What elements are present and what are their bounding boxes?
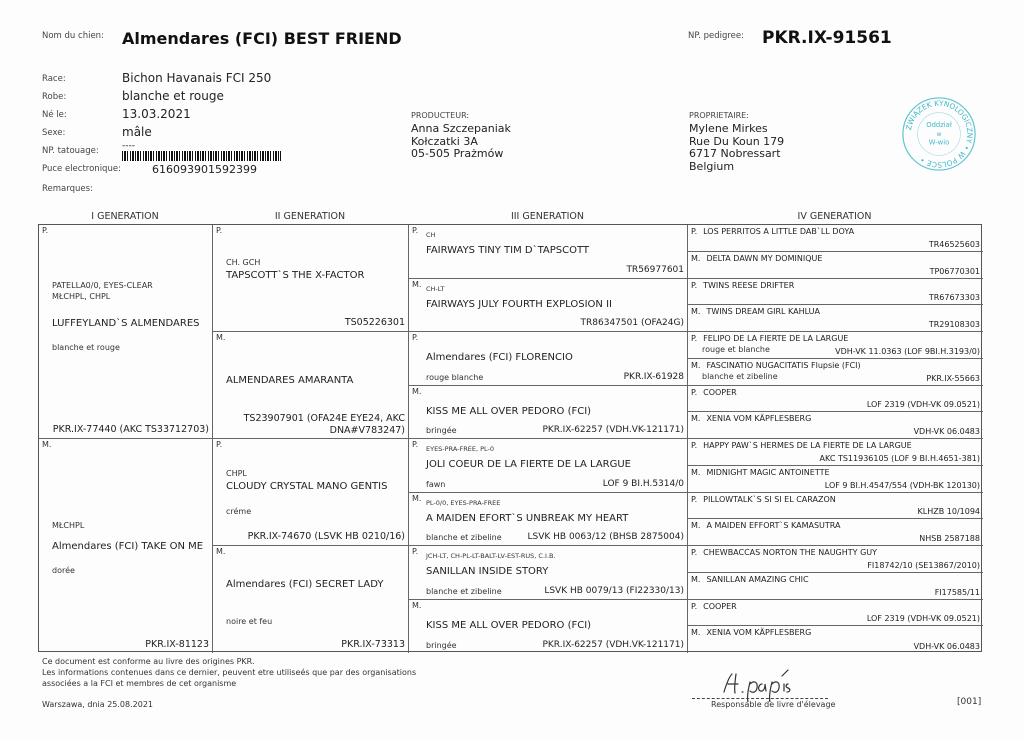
ancestor-reg: PKR.IX-81123 — [145, 639, 209, 650]
ancestor-gen4[interactable] — [688, 573, 983, 600]
owner-line: Belgium — [689, 159, 735, 173]
sex-marker: M. — [691, 360, 701, 370]
sex-marker: M. — [691, 307, 701, 317]
sex-marker: P. — [691, 280, 698, 290]
sex-marker: M. — [691, 521, 701, 531]
ancestor-reg: FI18742/10 (SE13867/2010) — [867, 560, 980, 570]
ancestor-name — [691, 521, 840, 530]
remarks-label: Remarques: — [42, 184, 93, 194]
footer-notice-line: associées a la FCI et membres de cet organisme — [42, 679, 237, 688]
ancestor-reg: FI17585/11 — [934, 587, 980, 597]
ancestor-gen4[interactable] — [688, 626, 983, 653]
ancestor-name — [691, 414, 811, 423]
ancestor-gen3[interactable] — [409, 439, 688, 493]
stamp-ring-text: ZWIĄZEK KYNOLOGICZNY • W POLSCE • — [903, 98, 975, 170]
ancestor-name: Almendares (FCI) TAKE ON ME — [52, 541, 204, 552]
ancestor-name-text: LOS PERRITOS A LITTLE DAB`LL DOYA — [703, 227, 855, 236]
footer-notice-line: Les informations contenues dans ce dernier, peuvent etre utiliseés que par des organisations — [42, 668, 417, 677]
ancestor-reg: VDH-VK 11.0363 (LOF 9BI.H.3193/0) — [835, 346, 980, 356]
sex-marker: M. — [691, 467, 701, 477]
sex-marker: P. — [42, 226, 49, 235]
sex-marker: M. — [412, 493, 422, 503]
owner-block — [689, 111, 784, 173]
ancestor-gen4[interactable] — [688, 225, 983, 252]
ancestor-name — [691, 361, 861, 370]
ancestor-name: A MAIDEN EFORT`S UNBREAK MY HEART — [426, 512, 629, 524]
ancestor-reg: PKR.IX-55663 — [926, 373, 980, 383]
sex-marker: M. — [412, 386, 422, 396]
ancestor-gen4[interactable] — [688, 305, 983, 332]
ancestor-gen2[interactable] — [213, 546, 409, 653]
ancestor-reg: LSVK HB 0079/13 (FI22330/13) — [544, 585, 684, 596]
producer-line: Anna Szczepaniak — [411, 122, 511, 135]
ancestor-titles: CH-LT — [426, 284, 445, 293]
ancestor-name: Almendares (FCI) FLORENCIO — [426, 352, 573, 363]
producer-label: PRODUCTEUR: — [411, 111, 470, 120]
ancestor-color: fawn — [426, 479, 446, 489]
ancestor-reg: PKR.IX-61928 — [623, 371, 684, 382]
ancestor-gen4[interactable] — [688, 546, 983, 573]
ancestor-gen4[interactable] — [688, 279, 983, 306]
ancestor-color: blanche et rouge — [52, 343, 120, 352]
sex-marker: P. — [412, 333, 419, 342]
owner-line: Rue Du Koun 179 — [689, 134, 785, 148]
ancestor-reg: NHSB 2587188 — [919, 534, 980, 543]
ancestor-titles: EYES-PRA-FREE, PL-0 — [426, 445, 494, 453]
footer-notice — [42, 656, 416, 689]
ancestor-name: JOLI COEUR DE LA FIERTE DE LA LARGUE — [426, 459, 631, 470]
ancestor-reg: PKR.IX-74670 (LSVK HB 0210/16) — [247, 531, 405, 542]
ancestor-name-text: TWINS REESE DRIFTER — [703, 280, 795, 290]
ancestor-reg: TR46525603 — [928, 239, 980, 249]
ancestor-gen2[interactable] — [213, 332, 409, 439]
ancestor-name — [691, 548, 877, 557]
sex-marker: M. — [216, 547, 226, 556]
owner-line: 6717 Nobressart — [689, 147, 781, 160]
ancestor-name — [691, 575, 809, 584]
ancestor-gen4[interactable] — [688, 412, 983, 439]
ancestor-name: KISS ME ALL OVER PEDORO (FCI) — [426, 405, 592, 417]
signature-label: Responsable de livre d'élevage — [711, 700, 836, 709]
ancestor-name: FAIRWAYS JULY FOURTH EXPLOSION II — [426, 298, 612, 310]
ancestor-name-text: HAPPY PAW`S HERMES DE LA FIERTE DE LA LARGUE — [703, 441, 912, 450]
robe-value: blanche et rouge — [122, 89, 224, 103]
ancestor-name: ALMENDARES AMARANTA — [226, 375, 354, 386]
ancestor-name-text: A MAIDEN EFFORT`S KAMASUTRA — [706, 521, 841, 531]
ancestor-gen3[interactable] — [409, 546, 688, 600]
kennel-club-stamp — [900, 95, 978, 173]
ancestor-name-text: PILLOWTALK`S SI SI EL CARAZON — [703, 494, 836, 504]
ancestor-gen4[interactable] — [688, 600, 983, 627]
race-label: Race: — [42, 74, 66, 84]
pedigree-number-label: NP. pedigree: — [688, 31, 744, 41]
sex-marker: P. — [691, 334, 698, 343]
ancestor-name-text: MIDNIGHT MAGIC ANTOINETTE — [706, 467, 830, 477]
ancestor-name-text: DELTA DAWN MY DOMINIQUE — [706, 253, 823, 263]
ancestor-reg: TR29108303 — [928, 320, 980, 329]
ancestor-name: FAIRWAYS TINY TIM D`TAPSCOTT — [426, 245, 590, 256]
producer-block — [411, 111, 511, 161]
ancestor-color: dorée — [52, 566, 75, 575]
ancestor-gen1[interactable] — [39, 439, 213, 653]
sex-marker: M. — [216, 333, 226, 342]
ancestor-reg: PKR.IX-77440 (AKC TS33712703) — [52, 424, 209, 435]
ancestor-reg: TP06770301 — [929, 266, 980, 276]
ancestor-name-text: TWINS DREAM GIRL KAHLUA — [706, 307, 821, 317]
footer-notice-line: Ce document est conforme au livre des origines PKR. — [42, 657, 255, 666]
sex-marker: P. — [216, 226, 223, 235]
ancestor-gen4[interactable] — [688, 439, 983, 466]
ancestor-gen4[interactable] — [688, 359, 983, 386]
ancestor-name-text: CHEWBACCAS NORTON THE NAUGHTY GUY — [703, 548, 878, 557]
producer-line: Kołczatki 3A — [411, 134, 478, 148]
ancestor-name-text: XENIA VOM KÄPFLESBERG — [706, 414, 812, 424]
dog-name: Almendares (FCI) BEST FRIEND — [122, 29, 402, 48]
ancestor-name-text: FELIPO DE LA FIERTE DE LA LARGUE — [703, 334, 849, 343]
ancestor-gen4[interactable] — [688, 493, 983, 520]
sex-marker: M. — [691, 574, 701, 584]
ancestor-color: noire et feu — [226, 617, 273, 626]
sex-marker: P. — [691, 494, 698, 504]
sex-marker: P. — [691, 441, 698, 450]
tattoo-label: NP. tatouage: — [42, 146, 99, 156]
sex-marker: P. — [412, 547, 419, 556]
generation-header-2: II GENERATION — [274, 211, 346, 222]
ancestor-name-text: XENIA VOM KÄPFLESBERG — [706, 628, 812, 638]
ancestor-reg: DNA#V783247) — [329, 425, 405, 436]
ancestor-gen2[interactable] — [213, 439, 409, 546]
ancestor-reg: PKR.IX-62257 (VDH.VK-121171) — [542, 425, 684, 435]
ancestor-gen3[interactable] — [409, 225, 688, 279]
ancestor-reg: LOF 2319 (VDH-VK 09.0521) — [866, 614, 980, 624]
ancestor-titles: PL-0/0, EYES-PRA-FREE — [426, 498, 501, 507]
ancestor-name — [691, 628, 811, 637]
ancestor-reg: VDH-VK 06.0483 — [913, 427, 980, 436]
ancestor-reg: TR56977601 — [626, 264, 684, 275]
race-value: Bichon Havanais FCI 250 — [122, 71, 272, 85]
ancestor-reg: LOF 9 BI.H.5314/0 — [602, 478, 684, 489]
ancestor-titles: PATELLA0/0, EYES-CLEAR — [52, 281, 153, 290]
ancestor-reg: TS23907901 (OFA24E EYE24, AKC — [243, 413, 405, 424]
sex-marker: P. — [691, 601, 698, 611]
ancestor-gen4[interactable] — [688, 252, 983, 279]
ancestor-name — [691, 602, 737, 611]
ancestor-reg: TR67673303 — [928, 293, 980, 303]
producer-line: 05-505 Prażmów — [411, 147, 504, 160]
chip-barcode — [122, 151, 281, 161]
sex-marker: M. — [412, 600, 422, 610]
ancestor-name-text: FASCINATIO NUGACITATIS Flupsie (FCI) — [706, 360, 861, 370]
ancestor-titles: CH. GCH — [226, 258, 261, 267]
stamp-center-line: w — [936, 131, 942, 138]
ancestor-name — [691, 334, 848, 343]
ancestor-name: CLOUDY CRYSTAL MANO GENTIS — [226, 481, 388, 492]
generation-header-4: IV GENERATION — [797, 211, 872, 222]
sex-marker: M. — [691, 628, 701, 638]
ancestor-reg: KLHZB 10/1094 — [917, 507, 980, 517]
ancestor-reg: TS05226301 — [344, 317, 405, 328]
ancestor-gen3[interactable] — [409, 332, 688, 386]
chip-label: Puce electronique: — [42, 164, 121, 174]
sex-marker: P. — [216, 440, 223, 449]
sex-label: Sexe: — [42, 128, 66, 138]
stamp-center-line: W-wio — [928, 138, 950, 147]
ancestor-color: bringée — [426, 641, 457, 650]
generation-header-1: I GENERATION — [91, 211, 159, 222]
signature — [718, 668, 808, 702]
born-label: Né le: — [42, 110, 67, 120]
ancestor-reg: PKR.IX-62257 (VDH.VK-121171) — [542, 640, 684, 650]
sex-marker: M. — [691, 414, 701, 424]
ancestor-color: bringée — [426, 426, 457, 435]
ancestor-name: KISS ME ALL OVER PEDORO (FCI) — [426, 619, 592, 631]
ancestor-name — [691, 227, 854, 236]
ancestor-gen3[interactable] — [409, 493, 688, 547]
ancestor-color: blanche et zibeline — [426, 586, 502, 596]
ancestor-reg: LOF 9 BI.H.4547/554 (VDH-BK 120130) — [824, 480, 980, 490]
ancestor-gen2[interactable] — [213, 225, 409, 332]
born-value: 13.03.2021 — [122, 107, 191, 121]
ancestor-reg: AKC TS11936105 (LOF 9 BI.H.4651-381) — [819, 453, 980, 463]
ancestor-name — [691, 388, 737, 397]
ancestor-gen4[interactable] — [688, 519, 983, 546]
pedigree-number: PKR.IX-91561 — [762, 28, 892, 48]
ancestor-gen1[interactable] — [39, 225, 213, 439]
ancestor-name — [691, 307, 820, 316]
ancestor-gen3[interactable] — [409, 600, 688, 654]
ancestor-gen4[interactable] — [688, 332, 983, 359]
ancestor-name: TAPSCOTT`S THE X-FACTOR — [226, 270, 365, 281]
ancestor-reg: TR86347501 (OFA24G) — [580, 318, 684, 328]
generation-header-3: III GENERATION — [510, 211, 585, 222]
ancestor-titles: MŁCHPL — [52, 521, 85, 530]
sex-marker: P. — [691, 227, 698, 236]
ancestor-reg: LSVK HB 0063/12 (BHSB 2875004) — [527, 532, 684, 542]
sex-marker: M. — [691, 253, 701, 263]
dog-name-label: Nom du chien: — [42, 31, 104, 41]
robe-label: Robe: — [42, 92, 67, 102]
ancestor-color: blanche et zibeline — [702, 371, 778, 381]
ancestor-color: rouge et blanche — [702, 345, 770, 354]
stamp-center-line: Oddział — [926, 121, 952, 130]
sex-marker: P. — [691, 548, 698, 557]
ancestor-gen3[interactable] — [409, 386, 688, 440]
ancestor-reg: LOF 2319 (VDH-VK 09.0521) — [866, 400, 980, 410]
sex-marker: M. — [42, 440, 52, 449]
ancestor-name-text: COOPER — [703, 601, 737, 611]
ancestor-name: LUFFEYLAND`S ALMENDARES — [52, 318, 200, 329]
ancestor-titles: CH — [426, 231, 436, 239]
owner-label: PROPRIETAIRE: — [689, 111, 749, 120]
sex-marker: P. — [412, 440, 419, 449]
ancestor-color: blanche et zibeline — [426, 533, 502, 542]
ancestor-name-text: SANILLAN AMAZING CHIC — [706, 574, 809, 584]
chip-value: 616093901592399 — [152, 163, 257, 176]
ancestor-name — [691, 441, 912, 450]
ancestor-color: créme — [226, 507, 252, 516]
sex-marker: M. — [412, 279, 422, 289]
ancestor-titles: JCH-LT, CH-PL-LT-BALT-LV-EST-RUS, C.I.B. — [426, 552, 556, 560]
ancestor-name — [691, 468, 830, 477]
ancestor-name-text: COOPER — [703, 387, 737, 397]
ancestor-name: SANILLAN INSIDE STORY — [426, 566, 549, 577]
place-date: Warszawa, dnia 25.08.2021 — [42, 700, 154, 709]
tattoo-value: ---- — [122, 141, 135, 151]
ancestor-reg: VDH-VK 06.0483 — [913, 642, 980, 651]
ancestor-titles: CHPL — [226, 469, 247, 478]
sex-value: mâle — [122, 125, 152, 139]
ancestor-gen4[interactable] — [688, 386, 983, 413]
page-code: [001] — [957, 697, 982, 707]
sex-marker: P. — [691, 387, 698, 397]
ancestor-name — [691, 281, 794, 290]
ancestor-reg: PKR.IX-73313 — [341, 639, 405, 650]
ancestor-color: rouge blanche — [426, 372, 484, 382]
sex-marker: P. — [412, 226, 419, 235]
pedigree-table — [38, 224, 982, 652]
ancestor-gen4[interactable] — [688, 466, 983, 493]
ancestor-name — [691, 254, 822, 263]
owner-line: Mylene Mirkes — [689, 122, 768, 135]
ancestor-titles: MŁCHPL, CHPL — [52, 292, 111, 301]
ancestor-name: Almendares (FCI) SECRET LADY — [226, 579, 384, 590]
ancestor-gen3[interactable] — [409, 279, 688, 333]
ancestor-name — [691, 495, 836, 504]
